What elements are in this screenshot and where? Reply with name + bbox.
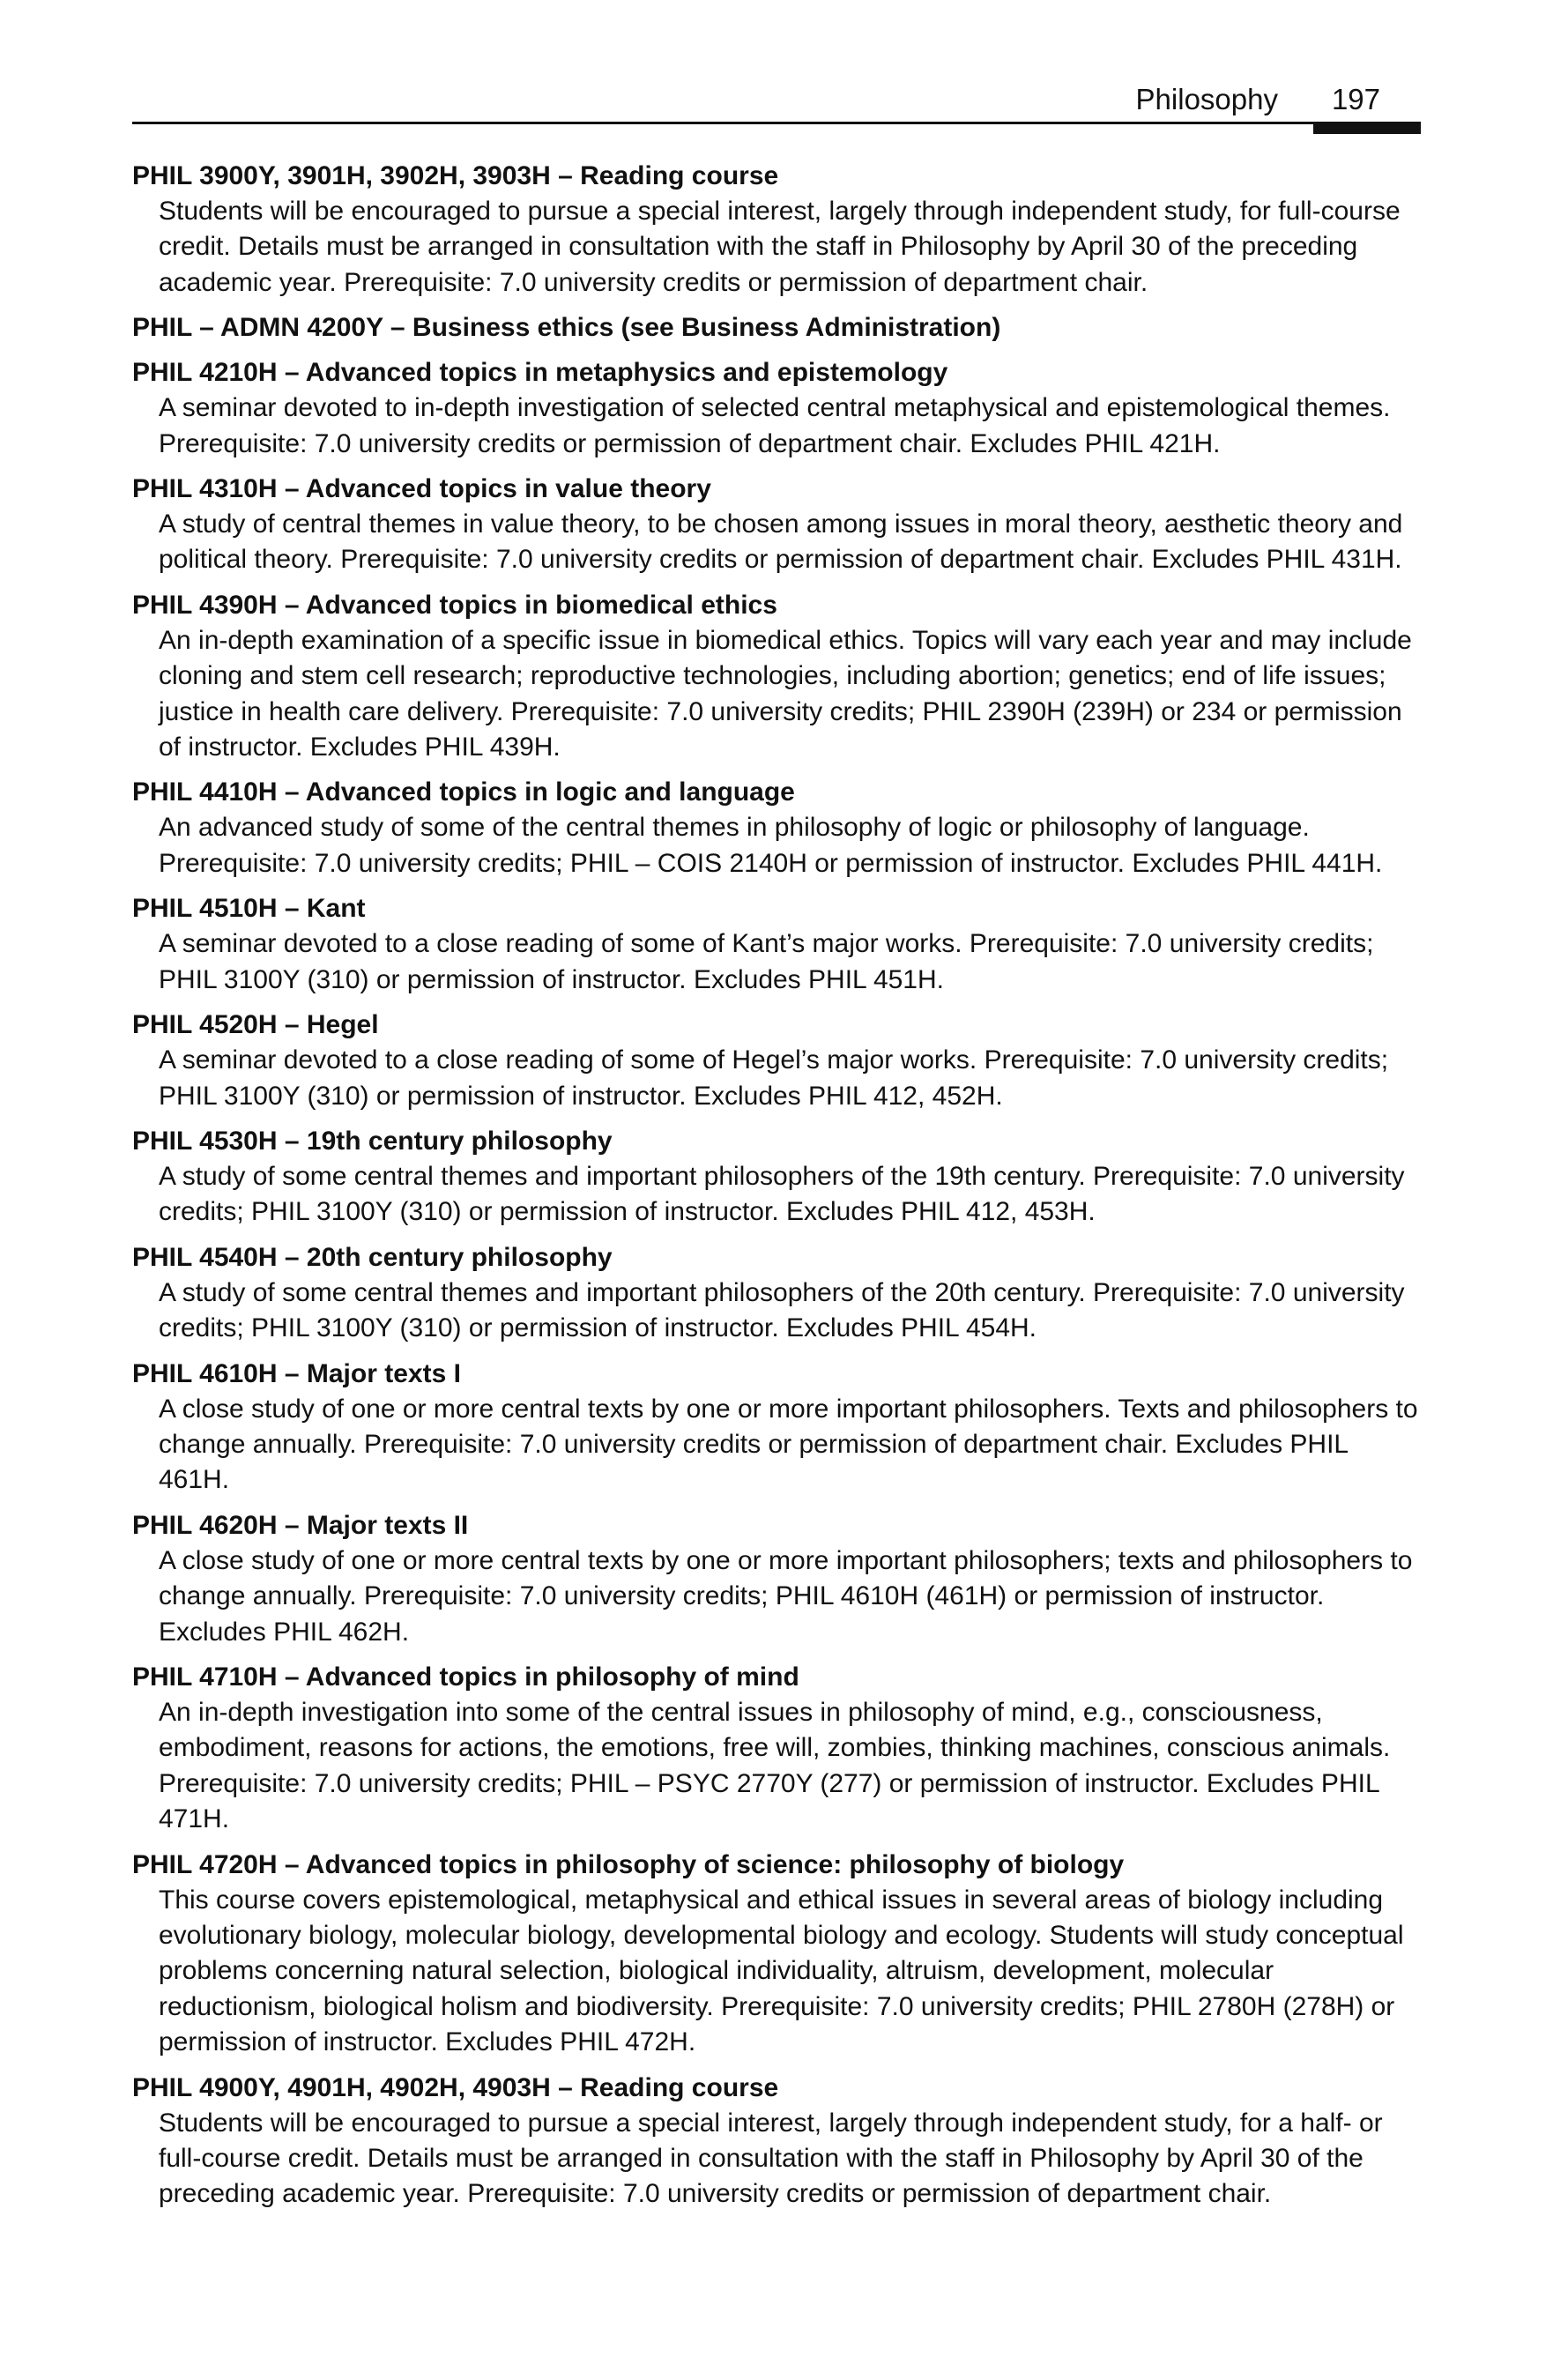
course-title: PHIL 4900Y, 4901H, 4902H, 4903H – Reading course: [132, 2072, 779, 2102]
header-tab-bar: [1313, 122, 1421, 134]
page-number: 197: [1331, 83, 1380, 115]
course-entry: [132, 1660, 1421, 1838]
page-header: [132, 78, 1421, 134]
course-description: A study of some central themes and important philosophers of the 19th century. Prerequisite: 7.0 university credits; PHIL 3100Y (310) or permission of instructor. Excludes PHIL 412, 453H.: [159, 1161, 1405, 1227]
course-description: A seminar devoted to a close reading of some of Kant’s major works. Prerequisite: 7.0 university credits; PHIL 3100Y (310) or permission of instructor. Excludes PHIL 451H.: [159, 929, 1374, 994]
course-description: A seminar devoted to in-depth investigation of selected central metaphysical and epistemological themes. Prerequisite: 7.0 university credits or permission of department chair. Excludes PHIL 421H.: [159, 393, 1391, 458]
course-entry: [132, 1848, 1421, 2061]
course-title: PHIL – ADMN 4200Y – Business ethics (see Business Administration): [132, 313, 1001, 343]
course-title: PHIL 4390H – Advanced topics in biomedical ethics: [132, 590, 777, 620]
course-entry: [132, 2071, 1421, 2213]
course-description: A study of some central themes and important philosophers of the 20th century. Prerequisite: 7.0 university credits; PHIL 3100Y (310) or permission of instructor. Excludes PHIL 454H.: [159, 1277, 1405, 1343]
course-title: PHIL 4210H – Advanced topics in metaphysics and epistemology: [132, 358, 948, 388]
course-entry: [132, 1357, 1421, 1499]
course-description: Students will be encouraged to pursue a special interest, largely through independent study, for a half- or full-course credit. Details must be arranged in consultation with the staff in Philosophy by April 30 of the preceding academic year. Prerequisite: 7.0 university credits or permission of department chair.: [159, 2108, 1383, 2209]
course-entry: [132, 588, 1421, 766]
course-entry: [132, 1240, 1421, 1347]
course-description: A study of central themes in value theory, to be chosen among issues in moral theory, aesthetic theory and political theory. Prerequisite: 7.0 university credits or permission of department chair. Excludes PHIL 431H.: [159, 509, 1403, 575]
course-title: PHIL 4510H – Kant: [132, 894, 366, 924]
course-entry: [132, 891, 1421, 998]
course-description: An advanced study of some of the central themes in philosophy of logic or philosophy of language. Prerequisite: 7.0 university credits; PHIL – COIS 2140H or permission of instructor. Excludes PHIL 441H.: [159, 813, 1383, 878]
running-header-section: Philosophy: [1135, 83, 1278, 115]
course-entry: [132, 775, 1421, 881]
course-entry: [132, 472, 1421, 578]
course-entry: [132, 1508, 1421, 1650]
course-entry: [132, 310, 1421, 346]
course-entry: [132, 159, 1421, 301]
course-title: PHIL 4410H – Advanced topics in logic and language: [132, 777, 795, 807]
course-title: PHIL 4520H – Hegel: [132, 1010, 379, 1040]
course-description: Students will be encouraged to pursue a special interest, largely through independent study, for full-course credit. Details must be arranged in consultation with the staff in Philosophy by April 30 of the preceding academic year. Prerequisite: 7.0 university credits or permission of department chair.: [159, 197, 1401, 297]
header-rule: [132, 122, 1421, 124]
course-description: An in-depth investigation into some of the central issues in philosophy of mind, e.g., consciousness, embodiment, reasons for actions, the emotions, free will, zombies, thinking machines, conscious animals. Prerequisite: 7.0 university credits; PHIL – PSYC 2770Y (277) or permission of instructor. Excludes PHIL 471H.: [159, 1697, 1391, 1834]
course-description: This course covers epistemological, metaphysical and ethical issues in several areas of biology including evolutionary biology, molecular biology, developmental biology and ecology. Students will study conceptual problems concerning natural selection, biological individuality, altruism, development, molecular reductionism, biological holism and biodiversity. Prerequisite: 7.0 university credits; PHIL 2780H (278H) or permission of instructor. Excludes PHIL 472H.: [159, 1885, 1404, 2057]
course-title: PHIL 3900Y, 3901H, 3902H, 3903H – Reading course: [132, 161, 779, 190]
course-description: A close study of one or more central texts by one or more important philosophers; texts and philosophers to change annually. Prerequisite: 7.0 university credits; PHIL 4610H (461H) or permission of instructor. Excludes PHIL 462H.: [159, 1545, 1413, 1647]
course-list: [132, 159, 1421, 2222]
course-description: An in-depth examination of a specific issue in biomedical ethics. Topics will vary each year and may include cloning and stem cell research; reproductive technologies, including abortion; genetics; end of life issues; justice in health care delivery. Prerequisite: 7.0 university credits; PHIL 2390H (239H) or 234 or permission of instructor. Excludes PHIL 439H.: [159, 625, 1412, 762]
course-title: PHIL 4720H – Advanced topics in philosophy of science: philosophy of biology: [132, 1849, 1125, 1879]
course-title: PHIL 4610H – Major texts I: [132, 1358, 461, 1388]
course-entry: [132, 355, 1421, 462]
course-title: PHIL 4710H – Advanced topics in philosophy of mind: [132, 1662, 799, 1692]
course-title: PHIL 4530H – 19th century philosophy: [132, 1126, 613, 1156]
course-description: A seminar devoted to a close reading of some of Hegel’s major works. Prerequisite: 7.0 university credits; PHIL 3100Y (310) or permission of instructor. Excludes PHIL 412, 452H.: [159, 1045, 1389, 1111]
course-title: PHIL 4310H – Advanced topics in value theory: [132, 474, 711, 504]
course-title: PHIL 4540H – 20th century philosophy: [132, 1242, 613, 1272]
course-description: A close study of one or more central texts by one or more important philosophers. Texts and philosophers to change annually. Prerequisite: 7.0 university credits or permission of department chair. Excludes PHIL 461H.: [159, 1394, 1418, 1495]
course-entry: [132, 1008, 1421, 1114]
course-entry: [132, 1124, 1421, 1231]
course-title: PHIL 4620H – Major texts II: [132, 1510, 469, 1540]
